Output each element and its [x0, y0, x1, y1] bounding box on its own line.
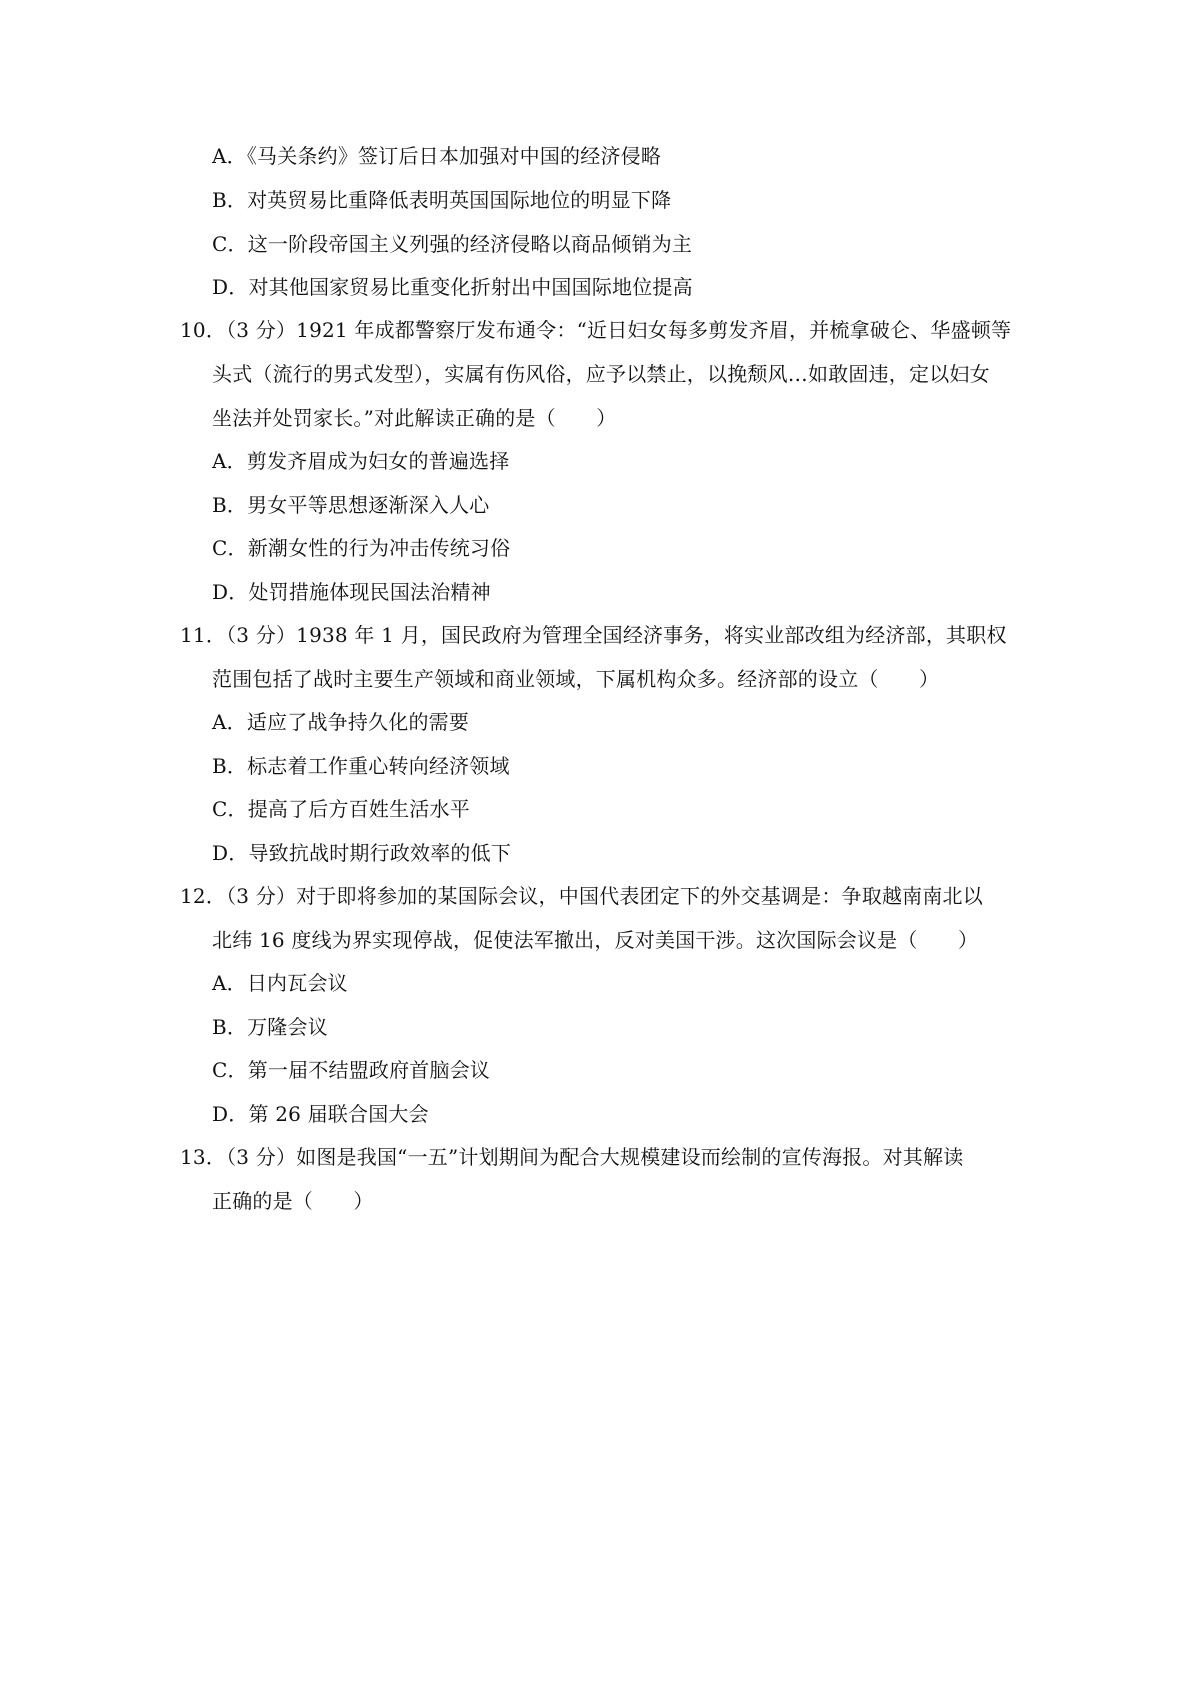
question-score: （3 分）	[226, 884, 297, 908]
option-letter: A．	[212, 710, 247, 734]
option-letter: A．	[212, 449, 247, 473]
question-text: 对于即将参加的某国际会议，中国代表团定下的外交基调是：争取越南南北以	[296, 884, 983, 908]
question-text: 1938 年 1 月，国民政府为管理全国经济事务，将实业部改组为经济部，其职权	[296, 623, 1007, 647]
option-text: 提高了后方百姓生活水平	[247, 797, 470, 821]
q12-stem-line-1	[180, 882, 983, 910]
option-letter: D．	[212, 841, 249, 865]
q13-stem-line-1	[180, 1143, 963, 1171]
option-text: 男女平等思想逐渐深入人心	[247, 493, 490, 517]
q12-option-a	[212, 969, 348, 997]
option-text: 剪发齐眉成为妇女的普遍选择	[246, 449, 510, 473]
q12-option-c	[212, 1056, 490, 1084]
q9-option-c	[212, 230, 692, 258]
option-letter: C．	[212, 232, 248, 256]
option-text: 万隆会议	[247, 1015, 328, 1039]
question-number: 12．	[180, 884, 227, 908]
q9-option-a	[212, 142, 661, 170]
q10-option-a	[212, 447, 509, 475]
option-letter: C．	[212, 1058, 248, 1082]
option-letter: B．	[212, 754, 248, 778]
question-number: 11．	[180, 623, 227, 647]
q11-option-b	[212, 752, 510, 780]
q10-stem-line-3: 坐法并处罚家长。”对此解读正确的是（ ）	[212, 406, 617, 430]
question-score: （3 分）	[226, 318, 297, 342]
question-text: 1921 年成都警察厅发布通令：“近日妇女每多剪发齐眉，并梳拿破仑、华盛顿等	[296, 318, 1012, 342]
question-text: 如图是我国“一五”计划期间为配合大规模建设而绘制的宣传海报。对其解读	[296, 1145, 964, 1169]
option-text: 处罚措施体现民国法治精神	[248, 580, 491, 604]
option-text: 日内瓦会议	[246, 971, 348, 995]
question-number: 10．	[180, 318, 227, 342]
option-text: 对英贸易比重降低表明英国国际地位的明显下降	[247, 188, 672, 212]
q12-option-b	[212, 1013, 328, 1041]
option-text: 对其他国家贸易比重变化折射出中国国际地位提高	[248, 275, 693, 299]
q10-stem-line-1	[180, 316, 1011, 344]
option-text: 标志着工作重心转向经济领域	[247, 754, 510, 778]
q12-option-d	[212, 1100, 429, 1128]
option-letter: D．	[212, 275, 249, 299]
option-text: 第 26 届联合国大会	[248, 1102, 429, 1126]
option-letter: A．	[212, 971, 247, 995]
q11-option-c	[212, 795, 470, 823]
option-text: 这一阶段帝国主义列强的经济侵略以商品倾销为主	[247, 232, 693, 256]
q11-stem-line-1	[180, 621, 1007, 649]
q10-option-d	[212, 578, 491, 606]
q9-option-b	[212, 186, 671, 214]
question-score: （3 分）	[226, 1145, 297, 1169]
option-letter: C．	[212, 797, 248, 821]
q13-stem-line-2: 正确的是（ ）	[212, 1189, 374, 1213]
option-text: 第一届不结盟政府首脑会议	[247, 1058, 491, 1082]
q10-stem-line-2: 头式（流行的男式发型），实属有伤风俗，应予以禁止，以挽颓风…如敢固违，定以妇女	[212, 362, 990, 386]
q9-option-d	[212, 273, 693, 301]
q12-stem-line-2: 北纬 16 度线为界实现停战，促使法军撤出，反对美国干涉。这次国际会议是（ ）	[212, 928, 979, 952]
q11-option-a	[212, 708, 469, 736]
option-letter: B．	[212, 188, 248, 212]
option-text: 新潮女性的行为冲击传统习俗	[247, 536, 511, 560]
q10-option-b	[212, 491, 490, 519]
q11-option-d	[212, 839, 511, 867]
option-letter: A．	[212, 144, 247, 168]
q11-stem-line-2: 范围包括了战时主要生产领域和商业领域，下属机构众多。经济部的设立（ ）	[212, 667, 940, 691]
option-letter: B．	[212, 1015, 248, 1039]
option-text: 《马关条约》签订后日本加强对中国的经济侵略	[246, 144, 662, 168]
option-letter: D．	[212, 580, 249, 604]
option-letter: C．	[212, 536, 248, 560]
question-number: 13．	[180, 1145, 227, 1169]
option-text: 适应了战争持久化的需要	[246, 710, 470, 734]
option-letter: D．	[212, 1102, 249, 1126]
option-letter: B．	[212, 493, 248, 517]
q10-option-c	[212, 534, 510, 562]
option-text: 导致抗战时期行政效率的低下	[248, 841, 512, 865]
question-score: （3 分）	[226, 623, 297, 647]
